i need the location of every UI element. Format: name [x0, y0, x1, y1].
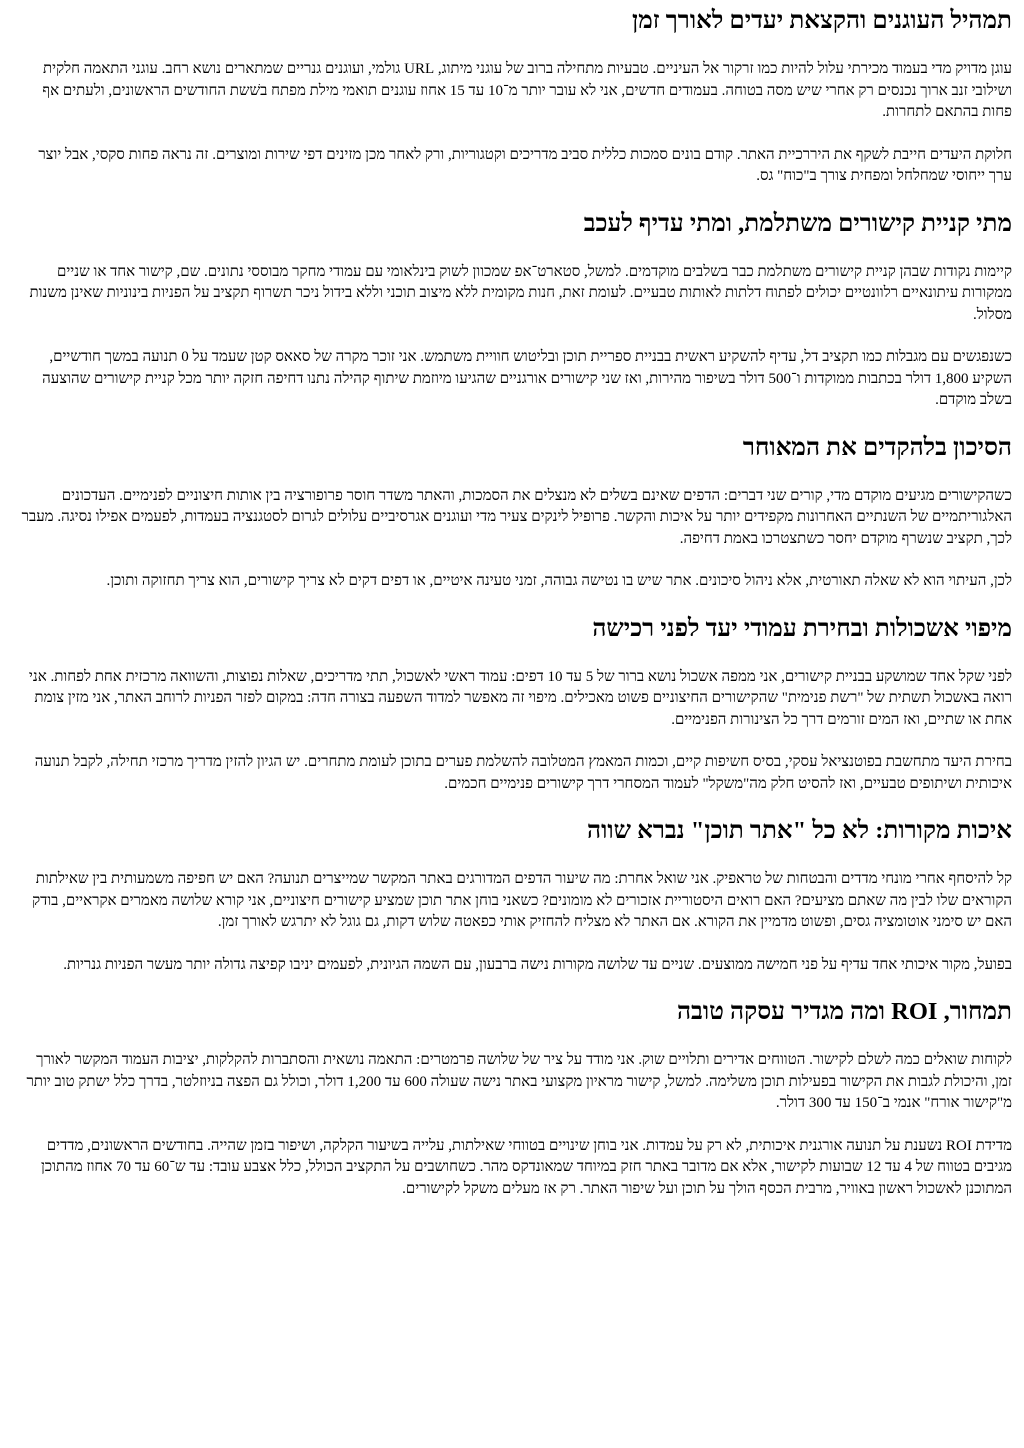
section-heading: תמחור, ROI ומה מגדיר עסקה טובה [676, 998, 1012, 1025]
section-heading: הסיכון בלהקדים את המאוחר [742, 433, 1012, 461]
section-heading: מיפוי אשכולות ובחירת עמודי יעד לפני רכישה [592, 614, 1012, 642]
section-anchor-mix [12, 6, 1012, 188]
paragraph: קל להיסחף אחרי מונחי מדדים והבטחות של טראפיק. אני שואל אחרת: מה שיעור הדפים המדורגים באתר המקשר שמייצרים תנועה? האם יש חפיפה משמעותית בין שאילתות הקוראים שלו לבין מה שאתם מציעים? האם רואים היסטוריית אזכורים לא מומונים? כשאני בוחן אתר תוכן שמציע קישורים חיצוניים, אני קורא שלושה מאמרים אקראיים, בודק האם יש סימני אוטומציה גסים, ופשוט מדמיין את הקורא. אם האתר לא מצליח להחזיק אותי כפאטה שלוש דקות, גם גוגל לא יתרגש לאורך זמן. [32, 871, 1012, 930]
section-source-quality [12, 816, 1012, 976]
paragraph: עוגן מדויק מדי בעמוד מכירתי עלול להיות כמו זרקור אל העיניים. טבעיות מתחילה ברוב של עוגני מיתוג, URL גולמי, ועוגנים גנריים שמתארים נושא רחב. עוגני התאמה חלקית ושילובי זנב ארוך נכנסים רק אחרי שיש מסה בטוחה. בעמודים חדשים, אני לא עובר יותר מ־10 עד 15 אחוז עוגנים תואמי מילת מפתח בשׁשת החודשים הראשונים, ולעתים אף פחות בהתאם לתחרות. [42, 61, 1012, 120]
section-pricing-roi [12, 997, 1012, 1200]
section-heading: תמהיל העוגנים והקצאת יעדים לאורך זמן [632, 7, 1012, 34]
section-when-to-buy [12, 209, 1012, 412]
paragraph: מדידת ROI נשענת על תנועה אורגנית איכותית, לא רק על עמדות. אני בוחן שינויים בטווחי שאילתות, עלייה בשיעור הקלקה, ושיפור בזמן שהייה. בחודשים הראשונים, מדדים מגיבים בטווח של 4 עד 12 שבועות לקישור, אלא אם מדובר באתר חזק במיוחד שמאונדקס מהר. כשחושבים על התקציב הכולל, כלל אצבע עובד: עד ש־60 עד 70 אחוז מהתוכן המתוכנן לאשכול ראשון באוויר, מרבית הכסף הולך על תוכן ועל שיפור האתר. רק אז מעלים משקל לקישורים. [40, 1137, 1012, 1197]
paragraph: בחירת היעד מתחשבת בפוטנציאל עסקי, בסיס חשיפות קיים, וכמות המאמץ המטלובה להשלמת פערים בתוכן לעומת מתחרים. יש הגיון להזין מדריך מרכזי תחילה, לקבל תנועה איכותית ושיתופים טבעיים, ואז להסיט חלק מה"משקל" לעמוד המסחרי דרך קישורים פנימיים חכמים. [34, 754, 1012, 792]
paragraph: לפני שקל אחד שמושקע בבניית קישורים, אני ממפה אשכול נושא ברור של 5 עד 10 דפים: עמוד ראשי לאשכול, תתי מדריכים, שאלות נפוצות, והשוואה מרכזית אחת לפחות. אני רואה באשכול תשתית של "רשת פנימית" שהקישורים החיצוניים פשוט מאכילים. מיפוי זה מאפשר למדוד השפעה בצורה חדה: במקום לפזר הפניות לרוחב האתר, אני מזין צומת אחת או שתיים, ואז המים זורמים דרך כל הצינורות הפנימיים. [28, 668, 1012, 728]
section-cluster-mapping [12, 614, 1012, 796]
paragraph: חלוקת היעדים חייבת לשקף את היררכיית האתר. קודם בונים סמכות כללית סביב מדריכים וקטגוריות, ורק לאחר מכן מזינים דפי שירות ומוצרים. זה נראה פחות סקסי, אבל יוצר ערך ייחוסי שמחלחל ומפחית צורך ב"כוח" גס. [38, 146, 1012, 184]
section-early-risk [12, 433, 1012, 593]
paragraph: לקוחות שואלים כמה לשלם לקישור. הטווחים אדירים ותלויים שוק. אני מודד על ציר של שלושה פרמטרים: התאמה נושאית והסתברות להקלקות, יציבות העמוד המקשר לאורך זמן, והיכולת לגבות את הקישור בפעילות תוכן משלימה. למשל, קישור מראיון מקצועי באתר נישה שעולה 600 עד 1,200 דולר, וכולל גם הפצה בניוזלטר, בדרך כלל ישתק טוב יותר מ"קישור אורח" אנמי ב־150 עד 300 דולר. [26, 1052, 1012, 1111]
paragraph: קיימות נקודות שבהן קניית קישורים משתלמת כבר בשלבים מוקדמים. למשל, סטארט־אפ שמכוון לשוק בינלאומי עם עמודי מחקר מבוססי נתונים. שם, קישור אחד או שניים ממקורות עיתונאיים רלוונטיים יכולים לפתוח דלתות לאותות טבעיים. לעומת זאת, חנות מקומית ללא מיצוב תוכני וללא בידול ניכר תשרוף תקציב על הפניות בינוניות שאינן משנות מסלול. [29, 263, 1012, 323]
section-heading: איכות מקורות: לא כל "אתר תוכן" נברא שווה [586, 817, 1012, 844]
paragraph: בפועל, מקור איכותי אחד עדיף על פני חמישה ממוצעים. שניים עד שלושה מקורות נישה ברבעון, עם השמה הגיונית, לפעמים יניבו קפיצה גדולה יותר מעשר הפניות גנריות. [63, 956, 1012, 973]
paragraph: לכן, העיתוי הוא לא שאלה תאורטית, אלא ניהול סיכונים. אתר שיש בו נטישה גבוהה, זמני טעינה איטיים, או דפים דקים לא צריך קישורים, הוא צריך תחזוקה ותוכן. [106, 573, 1012, 589]
paragraph: כשהקישורים מגיעים מוקדם מדי, קורים שני דברים: הדפים שאינם בשלים לא מנצלים את הסמכות, והאתר משדר חוסר פרופורציה בין אותות חיצוניים לפנימיים. העדכונים האלגוריתמיים של השנתיים האחרונות מקפידים יותר על איכות והקשר. פרופיל לינקים צעיר מדי ועוגנים אגרסיביים עלולים לגרום לסטגנציה בעמדות, לפעמים אפילו נסיגה. מעבר לכך, תקציב שנשרף מוקדם יחסר כשתצטרכו באמת דחיפה. [21, 487, 1012, 547]
paragraph: כשנפגשים עם מגבלות כמו תקציב דל, עדיף להשקיע ראשית בבניית ספריית תוכן ובליטוש חוויית משתמש. אני זוכר מקרה של סאאס קטן שעמד על 0 תנועה במשך חודשיים, השקיע 1,800 דולר בכתבות ממוקדות ו־500 דולר בשיפור מהירות, ואז שני קישורים אורגניים שהגיעו מיוזמת שיתוף קהילה נתנו דחיפה חזקה יותר מכל קניית קישורים שהוצעה בשלב מוקדם. [42, 349, 1012, 408]
section-heading: מתי קניית קישורים משתלמת, ומתי עדיף לעכב [583, 209, 1012, 237]
